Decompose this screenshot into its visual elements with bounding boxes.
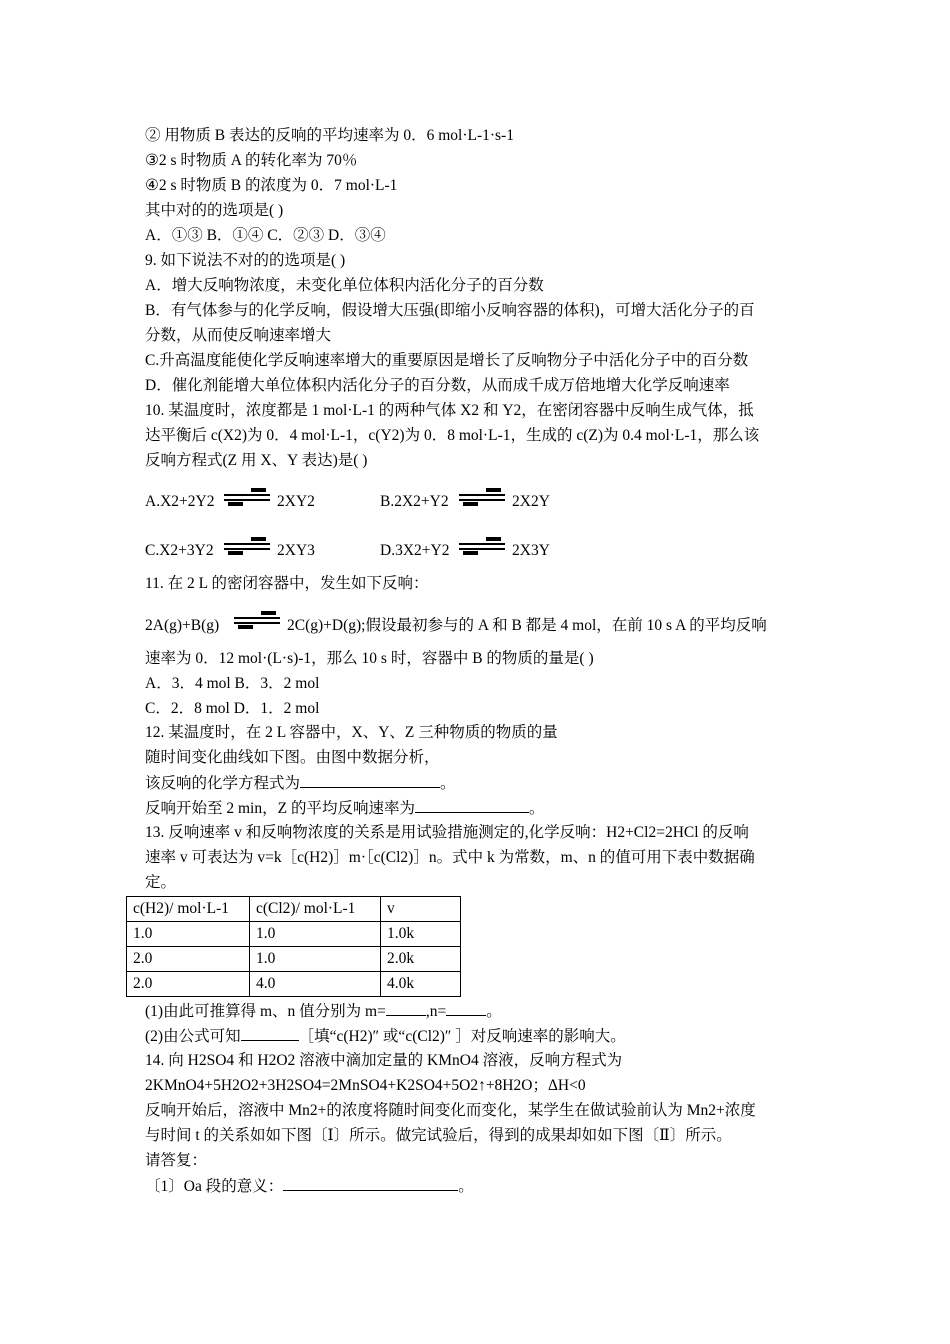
table-header-row [127,897,461,922]
line-options: A．①③ B．①④ C．②③ D．③④ [145,227,386,244]
q12-stem-line1: 12. 某温度时，在 2 L 容器中，X、Y、Z 三种物质的物质的量 [145,724,558,741]
answer-blank-m[interactable] [386,1000,426,1016]
q13-stem-line3: 定。 [145,874,177,891]
table-row [127,972,461,997]
q10-option-b-right: 2X2Y [512,493,550,510]
table-cell: 2.0 [127,947,250,972]
equilibrium-arrow-icon [223,488,271,508]
q11-equation-right: 2C(g)+D(g);假设最初参与的 A 和 B 都是 4 mol，在前 10 s A 的平均反响 [287,617,767,634]
q10-option-b-left: B.2X2+Y2 [380,493,449,510]
answer-blank[interactable] [415,797,529,813]
q14-sub1: 〔1〕Oa 段的意义： 。 [145,1175,474,1198]
q12-stem-line2: 随时间变化曲线如下图。由图中数据分析， [145,749,440,766]
q10-stem-line3: 反响方程式(Z 用 X、Y 表达)是( ) [145,452,368,469]
equilibrium-arrow-icon [233,611,281,631]
q14-stem-line4: 与时间 t 的关系如如下图〔Ⅰ〕所示。做完试验后，得到的成果却如如下图〔Ⅱ〕所示。 [145,1127,732,1144]
line-conversion-a: ③2 s 时物质 A 的转化率为 70％ [145,152,358,169]
line-concentration-b: ④2 s 时物质 B 的浓度为 0．7 mol·L-1 [145,177,398,194]
q10-stem-line1: 10. 某温度时，浓度都是 1 mol·L-1 的两种气体 X2 和 Y2，在密闭容器中反响生成气体，抵 [145,402,754,419]
table-cell: 4.0 [250,972,381,997]
q10-stem-line2: 达平衡后 c(X2)为 0．4 mol·L-1，c(Y2)为 0．8 mol·L-1，生成的 c(Z)为 0.4 mol·L-1，那么该 [145,427,760,444]
q12-rate-prompt: 反响开始至 2 min，Z 的平均反响速率为 。 [145,797,544,820]
answer-blank-n[interactable] [446,1000,486,1016]
table-row [127,947,461,972]
q12-equation-prompt: 该反响的化学方程式为 。 [145,772,456,795]
q10-option-c-right: 2XY3 [277,542,315,559]
equilibrium-arrow-icon [458,488,506,508]
table-cell: 1.0 [250,922,381,947]
q14-equation: 2KMnO4+5H2O2+3H2SO4=2MnSO4+K2SO4+5O2↑+8H2O；ΔH<0 [145,1077,586,1094]
q10-option-d-right: 2X3Y [512,542,550,559]
q9-option-d: D．催化剂能增大单位体积内活化分子的百分数，从而成千成万倍地增大化学反响速率 [145,377,730,394]
q9-option-a: A．增大反响物浓度，未变化单位体积内活化分子的百分数 [145,277,544,294]
answer-blank[interactable] [283,1175,458,1191]
q9-option-b-line1: B．有气体参与的化学反响，假设增大压强(即缩小反响容器的体积)，可增大活化分子的百 [145,302,755,319]
q13-stem-line2: 速率 v 可表达为 v=k［c(H2)］m·［c(Cl2)］n。式中 k 为常数，m、n 的值可用下表中数据确 [145,849,755,866]
q13-sub2: (2)由公式可知 ［填“c(H2)″ 或“c(Cl2)″ ］对反响速率的影响大。 [145,1025,626,1048]
answer-blank[interactable] [241,1025,299,1041]
q10-option-c-left: C.X2+3Y2 [145,542,214,559]
table-cell: 2.0 [127,972,250,997]
table-cell: 1.0k [381,922,461,947]
q9-option-c: C.升高温度能使化学反响速率增大的重要原因是增长了反响物分子中活化分子中的百分数 [145,352,749,369]
answer-blank[interactable] [300,772,440,788]
q13-sub1: (1)由此可推算得 m、n 值分别为 m= ,n= 。 [145,1000,502,1023]
q10-option-a-left: A.X2+2Y2 [145,493,215,510]
q11-stem: 11. 在 2 L 的密闭容器中，发生如下反响： [145,575,429,592]
q9-option-b-line2: 分数，从而使反响速率增大 [145,327,332,344]
q14-stem-line5: 请答复： [145,1152,208,1169]
q11-equation-left: 2A(g)+B(g) [145,617,220,634]
q14-stem-line3: 反响开始后，溶液中 Mn2+的浓度将随时间变化而变化，某学生在做试验前认为 Mn2+浓度 [145,1102,756,1119]
q11-stem-line2: 速率为 0．12 mol·(L·s)-1，那么 10 s 时，容器中 B 的物质的量是( ) [145,650,594,667]
q10-option-d-left: D.3X2+Y2 [380,542,450,559]
q10-option-a-right: 2XY2 [277,493,315,510]
line-question: 其中对的的选项是( ) [145,202,284,219]
table-cell: 1.0 [127,922,250,947]
table-header-cell: v [381,897,461,922]
rate-data-table [126,896,461,997]
table-row [127,922,461,947]
equilibrium-arrow-icon [223,537,271,557]
q13-stem-line1: 13. 反响速率 v 和反响物浓度的关系是用试验措施测定的,化学反响：H2+Cl2=2HCl 的反响 [145,824,749,841]
q11-options-ab: A．3．4 mol B．3．2 mol [145,675,320,692]
table-cell: 1.0 [250,947,381,972]
equilibrium-arrow-icon [458,537,506,557]
table-cell: 4.0k [381,972,461,997]
table-header-cell: c(Cl2)/ mol·L-1 [250,897,381,922]
q9-stem: 9. 如下说法不对的的选项是( ) [145,252,346,269]
q14-stem-line1: 14. 向 H2SO4 和 H2O2 溶液中滴加定量的 KMnO4 溶液，反响方程式为 [145,1052,623,1069]
line-rate-b: ② 用物质 B 表达的反响的平均速率为 0．6 mol·L-1·s-1 [145,127,514,144]
table-cell: 2.0k [381,947,461,972]
q11-options-cd: C．2．8 mol D．1．2 mol [145,700,320,717]
table-header-cell: c(H2)/ mol·L-1 [127,897,250,922]
